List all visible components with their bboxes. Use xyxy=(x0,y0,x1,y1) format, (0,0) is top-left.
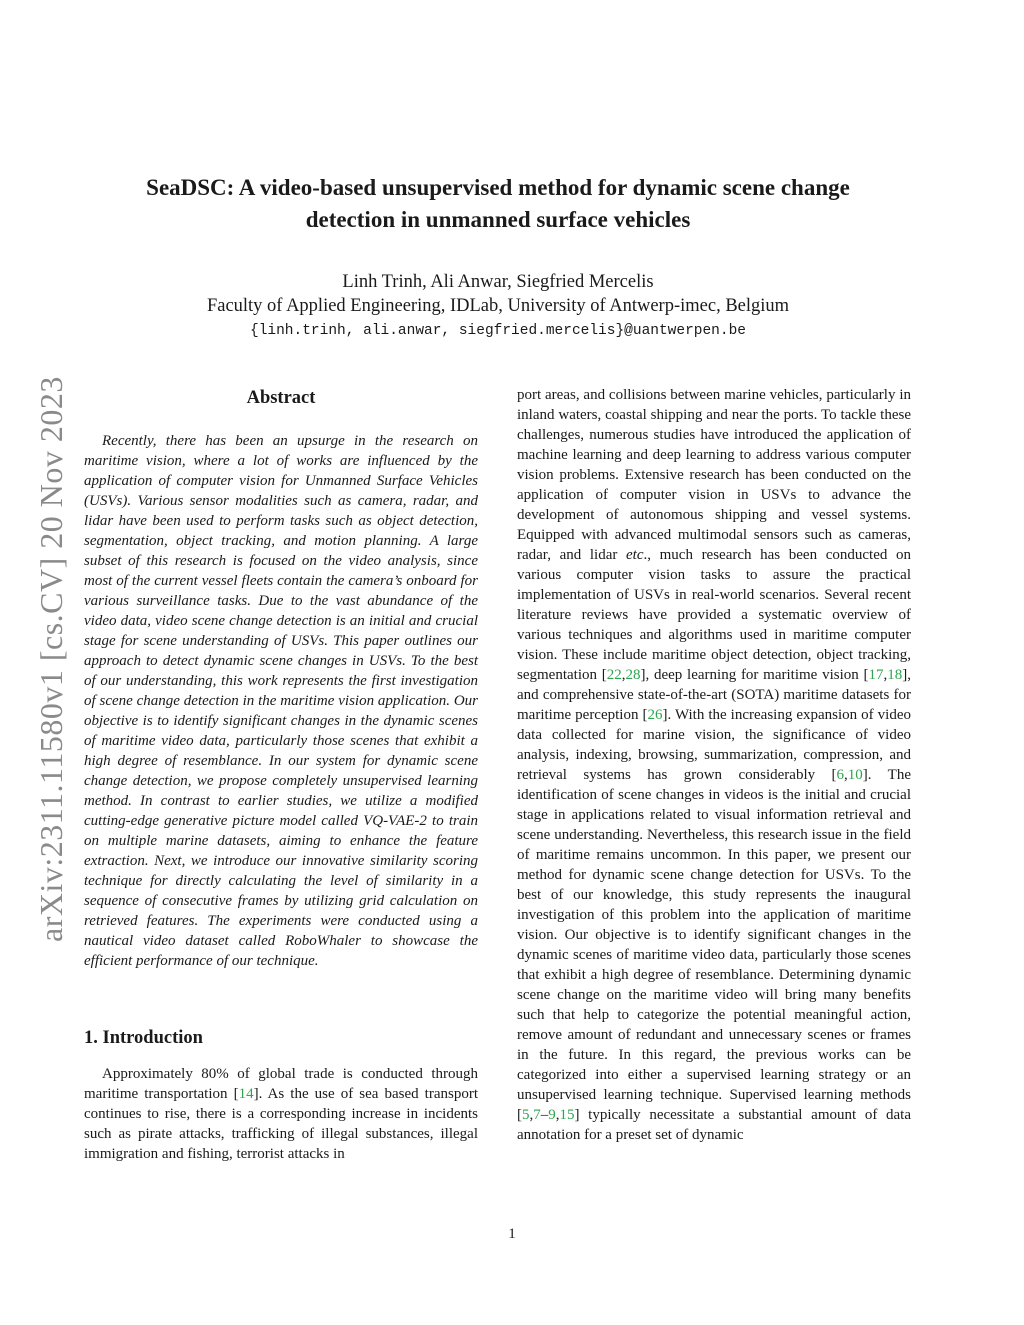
title-line-1: SeaDSC: A video-based unsupervised method for dynamic scene change xyxy=(146,175,850,200)
right-text-2: ., much research has been conducted on various computer vision tasks to assure the practical implementation of USVs in real-world scenarios. Several recent literature reviews have provided a systematic overview of various techniques and algorithms used in maritime computer vision. These include maritime object detection, object tracking, segmentation [ xyxy=(517,547,911,683)
abstract-heading: Abstract xyxy=(246,388,316,408)
right-text-6: ]. The identification of scene changes in videos is the initial and crucial stage in applications related to visual information retrieval and scene understanding. Nevertheless, this research issue in the field of maritime remains uncommon. In this paper, we present our method for dynamic scene change detection for USVs. To the best of our knowledge, this study represents the inaugural investigation of this problem into the application of maritime vision. Our objective is to identify significant changes in the dynamic scenes of maritime video data, particularly those scenes that exhibit a high degree of resemblance. Determining dynamic scene change on the maritime video will bring many benefits such that help to categorize the potential meaningful action, remove amount of redundant and unnecessary scenes or frames in the future. In this regard, the previous works can be categorized into either a supervised learning strategy or an unsupervised learning technique. Supervised learning methods [ xyxy=(517,767,911,1123)
citation-9[interactable]: 9 xyxy=(548,1107,556,1123)
right-text-4: ], and comprehensive state-of-the-art (SOTA) maritime datasets for maritime perception [ xyxy=(517,667,911,723)
author-emails: {linh.trinh, ali.anwar, siegfried.mercelis}@uantwerpen.be xyxy=(250,323,746,339)
introduction-heading: 1. Introduction xyxy=(84,1028,203,1048)
citation-17[interactable]: 17 xyxy=(868,667,884,683)
page-number: 1 xyxy=(508,1226,516,1242)
intro-text-2: ]. As the use of sea based transport continues to rise, there is a corresponding increase in incidents such as pirate attacks, trafficking of illegal substances, illegal immigration and fishing, terrorist attacks in xyxy=(84,1086,478,1162)
citation-7[interactable]: 7 xyxy=(533,1107,541,1123)
title-line-2: detection in unmanned surface vehicles xyxy=(305,207,691,232)
author-block xyxy=(100,270,896,318)
arxiv-identifier: arXiv:2311.11580v1 [cs.CV] 20 Nov 2023 xyxy=(33,376,69,942)
intro-text-1: Approximately 80% of global trade is conducted through maritime transportation [ xyxy=(84,1066,478,1102)
citation-15[interactable]: 15 xyxy=(559,1107,575,1123)
left-column xyxy=(84,385,478,1164)
introduction-continued xyxy=(517,385,911,1145)
citation-5[interactable]: 5 xyxy=(522,1107,530,1123)
citation-separator: , xyxy=(883,667,888,683)
etc-italic: etc xyxy=(626,547,644,563)
citation-separator: , xyxy=(621,667,626,683)
citation-14[interactable]: 14 xyxy=(238,1086,254,1102)
citation-18[interactable]: 18 xyxy=(887,667,903,683)
citation-6[interactable]: 6 xyxy=(836,767,845,783)
right-text-7: ] typically necessitate a substantial amount of data annotation for a preset set of dynamic xyxy=(517,1107,911,1143)
right-text-3: ], deep learning for maritime vision [ xyxy=(640,667,869,683)
citation-10[interactable]: 10 xyxy=(847,767,863,783)
right-text-1: port areas, and collisions between marine vehicles, particularly in inland waters, coastal shipping and near the ports. To tackle these challenges, numerous studies have introduced the application of machine learning and deep learning to address various computer vision problems. Extensive research has been conducted on the application of computer vision in USVs to advance the development of autonomous shipping and vessel systems. Equipped with advanced multimodal sensors such as cameras, radar, and lidar xyxy=(517,387,911,563)
paper-title xyxy=(100,172,896,236)
citation-separator: , xyxy=(844,767,848,783)
citation-26[interactable]: 26 xyxy=(647,707,663,723)
citation-separator: , xyxy=(529,1107,534,1123)
abstract-text: Recently, there has been an upsurge in the research on maritime vision, where a lot of works are influenced by the application of computer vision for Unmanned Surface Vehicles (USVs). Various sensor modalities such as camera, radar, and lidar have been used to perform tasks such as object detection, segmentation, object tracking, and motion planning. A large subset of this research is focused on the video analysis, since most of the current vessel fleets contain the camera’s onboard for various surveillance tasks. Due to the vast abundance of the video data, video scene change detection is an initial and crucial stage for scene understanding of USVs. This paper outlines our approach to detect dynamic scene changes in USVs. To the best of our understanding, this work represents the first investigation of scene change detection in the maritime vision application. Our objective is to identify significant changes in the dynamic scenes of maritime video data, particularly those scenes that exhibit a high degree of resemblance. In our system for dynamic scene change detection, we propose completely unsupervised learning method. In contrast to earlier studies, we utilize a modified cutting-edge generative picture model called VQ-VAE-2 to train on multiple marine datasets, aiming to enhance the feature extraction. Next, we introduce our innovative similarity scoring technique for directly calculating the level of similarity in a sequence of consecutive frames by utilizing grid calculation on retrieved features. The experiments were conducted using a nautical video dataset called RoboWhaler to showcase the efficient performance of our technique. xyxy=(84,433,478,969)
introduction-paragraph xyxy=(84,1064,478,1164)
citation-28[interactable]: 28 xyxy=(625,667,641,683)
citation-separator: , xyxy=(555,1107,560,1123)
author-names: Linh Trinh, Ali Anwar, Siegfried Mercelis xyxy=(342,272,654,292)
citation-range-dash: – xyxy=(540,1107,549,1123)
right-text-5: ]. With the increasing expansion of video data collected for marine vision, the significance of video analysis, indexing, browsing, summarization, compression, and retrieval systems has grown considerably [ xyxy=(517,707,911,783)
citation-22[interactable]: 22 xyxy=(606,667,622,683)
affiliation: Faculty of Applied Engineering, IDLab, University of Antwerp-imec, Belgium xyxy=(206,296,790,316)
right-column xyxy=(517,385,911,1145)
